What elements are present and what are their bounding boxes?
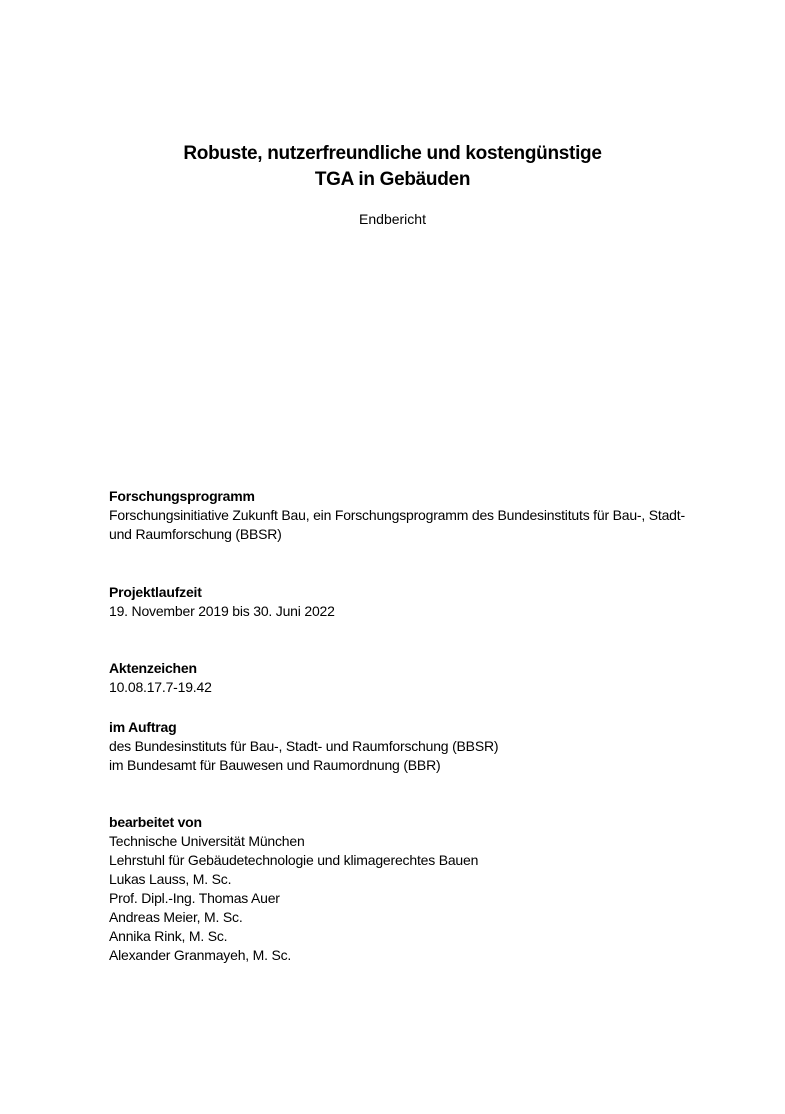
section-heading: bearbeitet von	[109, 814, 202, 830]
section-line: Forschungsinitiative Zukunft Bau, ein Forschungsprogramm des Bundesinstituts für Bau-, Stadt-	[109, 507, 685, 523]
section-bearbeitet-von	[109, 813, 709, 965]
document-subtitle: Endbericht	[359, 211, 426, 227]
section-line: Technische Universität München	[109, 833, 305, 849]
section-line: des Bundesinstituts für Bau-, Stadt- und Raumforschung (BBSR)	[109, 738, 499, 754]
section-heading: Projektlaufzeit	[109, 584, 202, 600]
title-line-1: Robuste, nutzerfreundliche und kostengünstige	[183, 143, 602, 164]
section-line: 19. November 2019 bis 30. Juni 2022	[109, 603, 335, 619]
section-line: Lukas Lauss, M. Sc.	[109, 871, 232, 887]
section-line: Alexander Granmayeh, M. Sc.	[109, 947, 292, 963]
section-line: Andreas Meier, M. Sc.	[109, 909, 243, 925]
document-title	[0, 141, 785, 193]
section-line: Lehrstuhl für Gebäudetechnologie und klimagerechtes Bauen	[109, 852, 479, 868]
title-line-2: TGA in Gebäuden	[314, 169, 471, 190]
section-line: Prof. Dipl.-Ing. Thomas Auer	[109, 890, 280, 906]
section-line: und Raumforschung (BBSR)	[109, 526, 282, 542]
section-heading: im Auftrag	[109, 719, 177, 735]
section-im-auftrag	[109, 718, 709, 775]
section-heading: Aktenzeichen	[109, 660, 197, 676]
section-aktenzeichen	[109, 659, 709, 697]
section-line: Annika Rink, M. Sc.	[109, 928, 228, 944]
section-forschungsprogramm	[109, 487, 709, 544]
section-heading: Forschungsprogramm	[109, 488, 255, 504]
section-line: 10.08.17.7-19.42	[109, 679, 212, 695]
section-projektlaufzeit	[109, 583, 709, 621]
section-line: im Bundesamt für Bauwesen und Raumordnung (BBR)	[109, 757, 441, 773]
